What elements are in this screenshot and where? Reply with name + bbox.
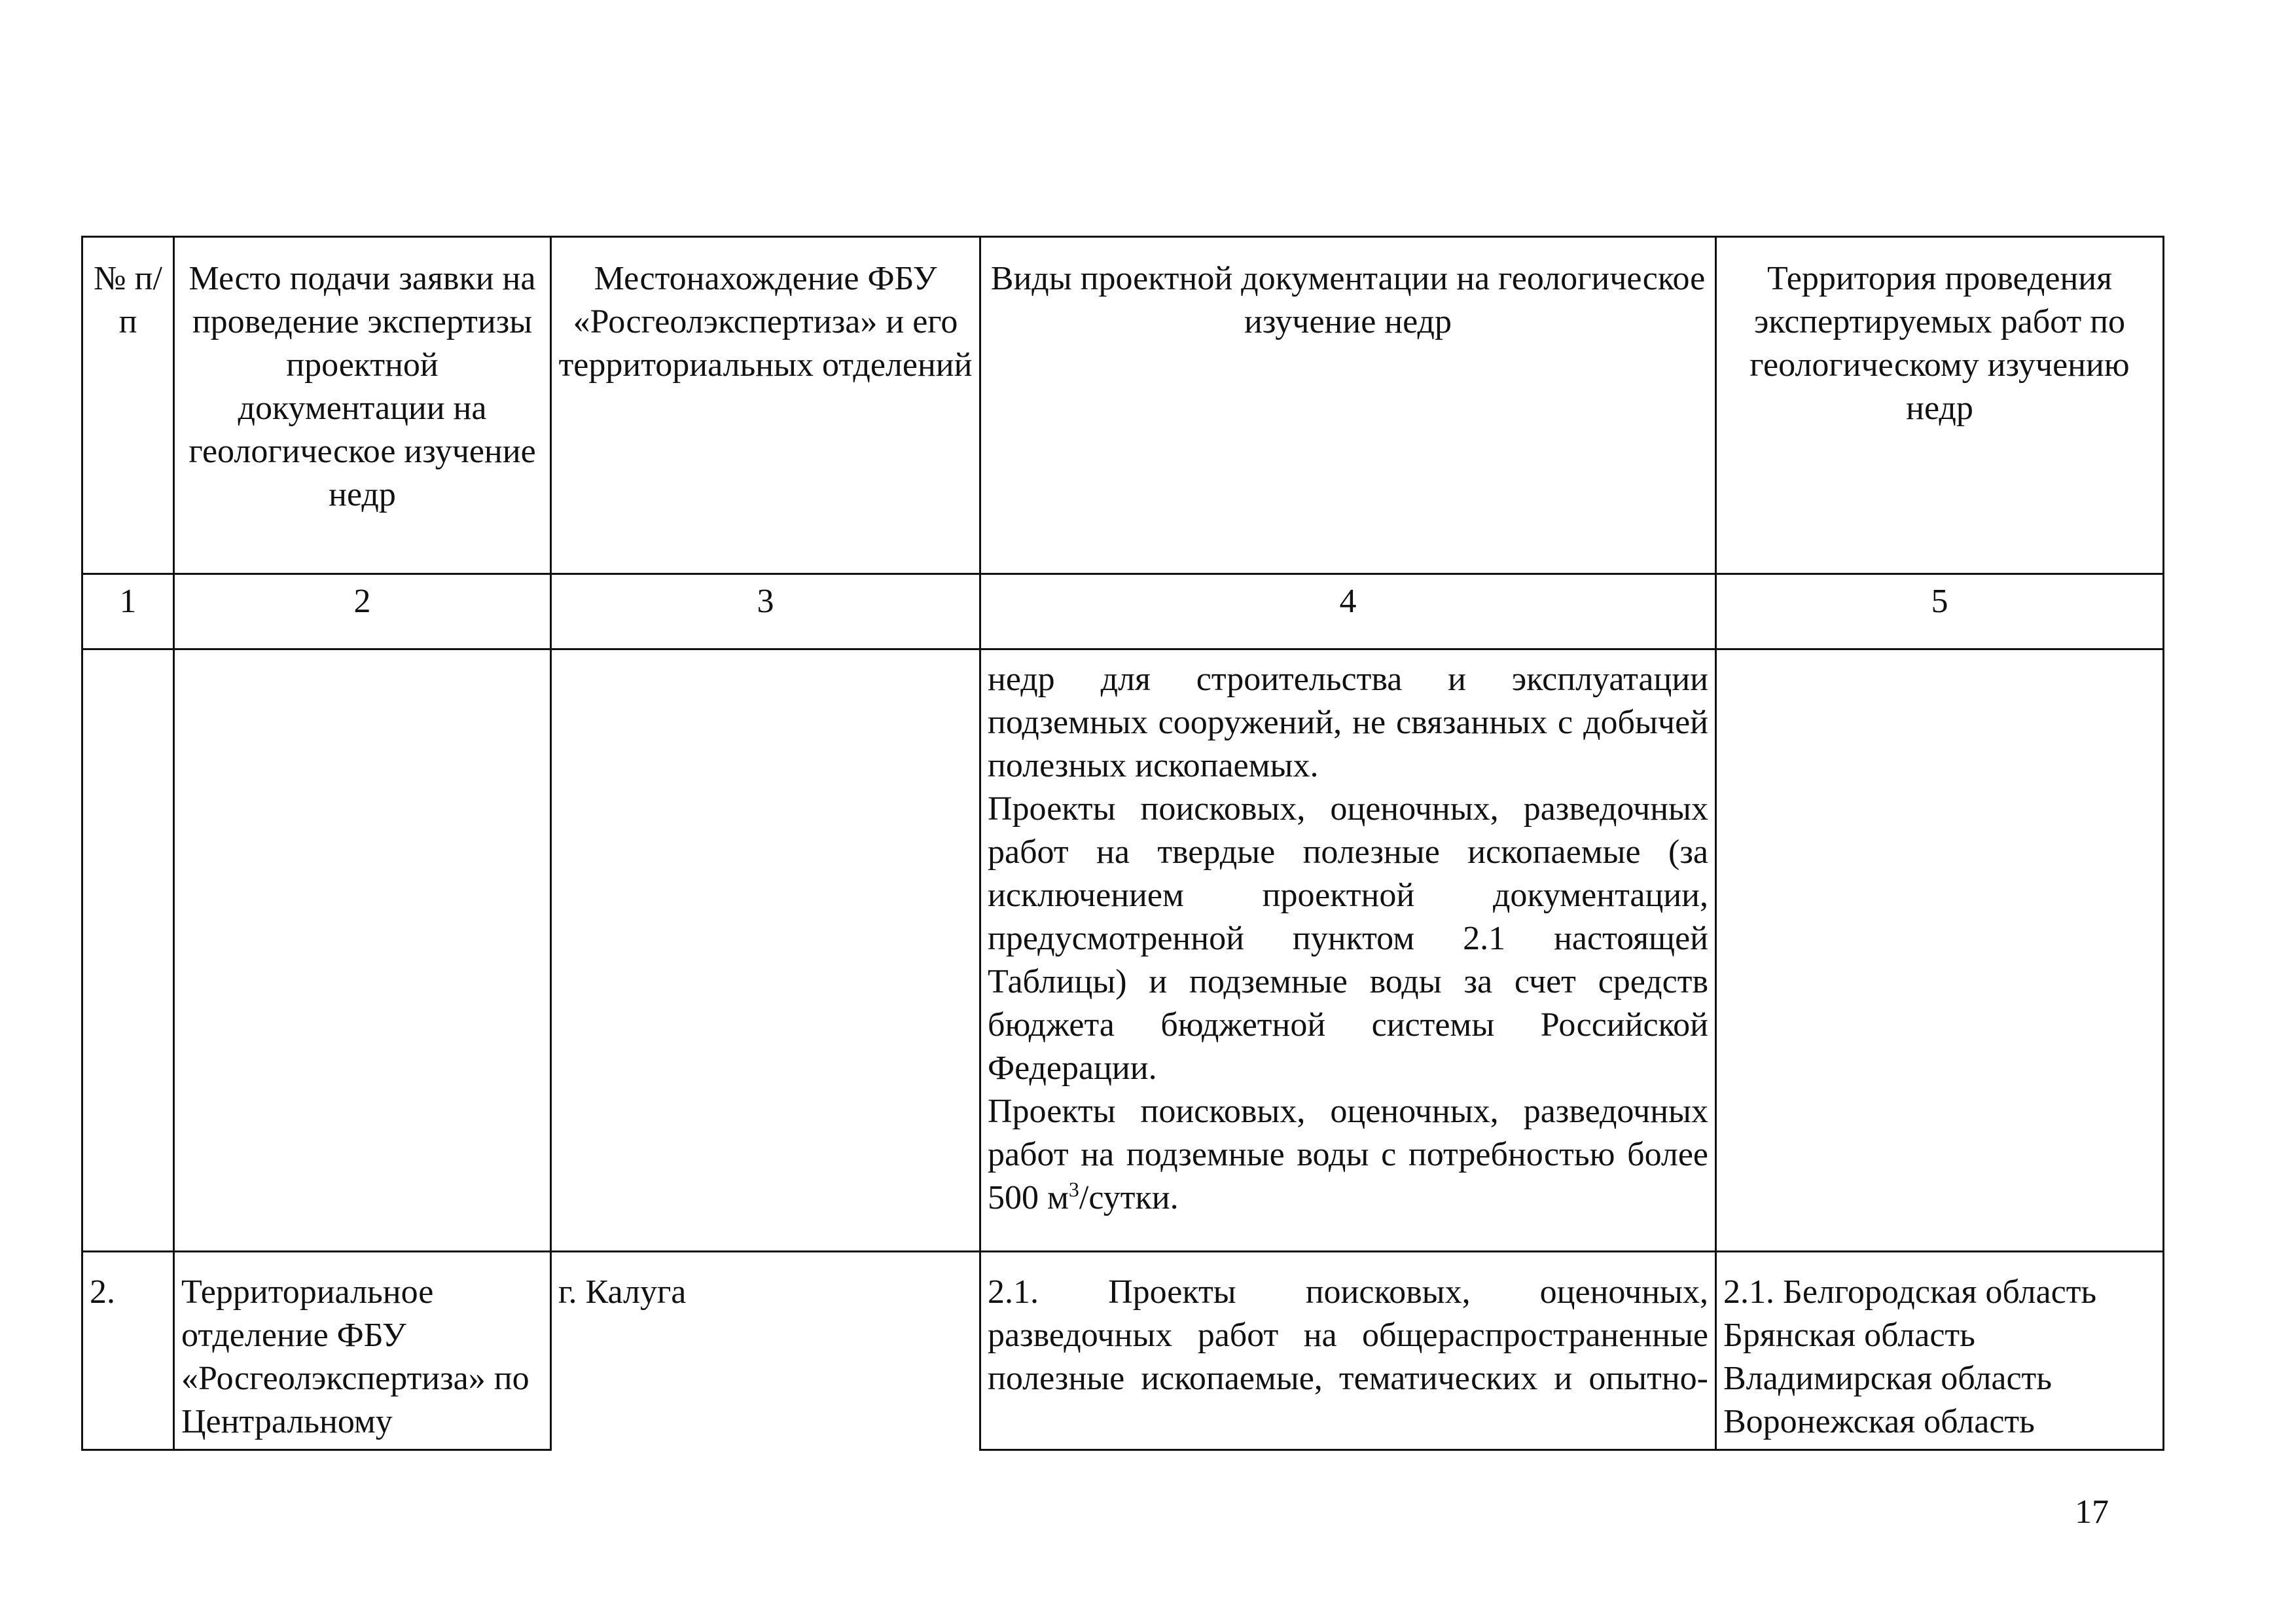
column-number-row <box>82 574 2164 649</box>
continuation-paragraph-1: недр для строительства и эксплуатации подземных сооружений, не связанных с добычей полезных ископаемых. <box>988 661 1708 784</box>
continuation-col2 <box>174 649 551 1252</box>
column-number-2: 2 <box>174 574 551 649</box>
row2-place: Территориальное отделение ФБУ «Росгеолэкспертиза» по Центральному <box>174 1252 551 1450</box>
continuation-paragraph-3 <box>988 1090 1708 1220</box>
continuation-row <box>82 649 2164 1252</box>
header-location: Местонахождение ФБУ «Росгеолэкспертиза» и его территориальных отделений <box>551 237 980 574</box>
page-number: 17 <box>2075 1493 2109 1531</box>
territory-item: 2.1. Белгородская область <box>1723 1273 2097 1311</box>
continuation-col5 <box>1716 649 2164 1252</box>
column-number-3: 3 <box>551 574 980 649</box>
document-table <box>81 236 2164 1451</box>
table-row <box>82 1252 2164 1450</box>
row2-territories <box>1716 1252 2164 1450</box>
header-row <box>82 237 2164 574</box>
territory-item: Воронежская область <box>1723 1403 2035 1440</box>
continuation-doc-types <box>980 649 1716 1252</box>
column-number-5: 5 <box>1716 574 2164 649</box>
row2-location: г. Калуга <box>551 1252 980 1450</box>
column-number-1: 1 <box>82 574 174 649</box>
column-number-4: 4 <box>980 574 1716 649</box>
continuation-paragraph-2: Проекты поисковых, оценочных, разведочных работ на твердые полезные ископаемые (за исключением проектной документации, предусмотренной пунктом 2.1 настоящей Таблицы) и подземные воды за счет средств бюджета бюджетной системы Российской Федерации. <box>988 790 1708 1087</box>
header-place: Место подачи заявки на проведение экспертизы проектной документации на геологическое изучение недр <box>174 237 551 574</box>
row2-doc-type: 2.1. Проекты поисковых, оценочных, разведочных работ на общераспространенные полезные ископаемые, тематических и опытно- <box>980 1252 1716 1450</box>
paragraph-3-text: Проекты поисковых, оценочных, разведочных работ на подземные воды с потребностью более 500 м <box>988 1093 1708 1216</box>
continuation-col3 <box>551 649 980 1252</box>
unit-suffix: /сутки. <box>1079 1179 1179 1216</box>
continuation-col1 <box>82 649 174 1252</box>
header-doc-types: Виды проектной документации на геологическое изучение недр <box>980 237 1716 574</box>
row2-number: 2. <box>82 1252 174 1450</box>
header-territory: Территория проведения экспертируемых работ по геологическому изучению недр <box>1716 237 2164 574</box>
territory-item: Владимирская область <box>1723 1360 2052 1397</box>
unit-superscript: 3 <box>1068 1177 1079 1201</box>
header-number: № п/п <box>82 237 174 574</box>
territory-item: Брянская область <box>1723 1317 1975 1354</box>
